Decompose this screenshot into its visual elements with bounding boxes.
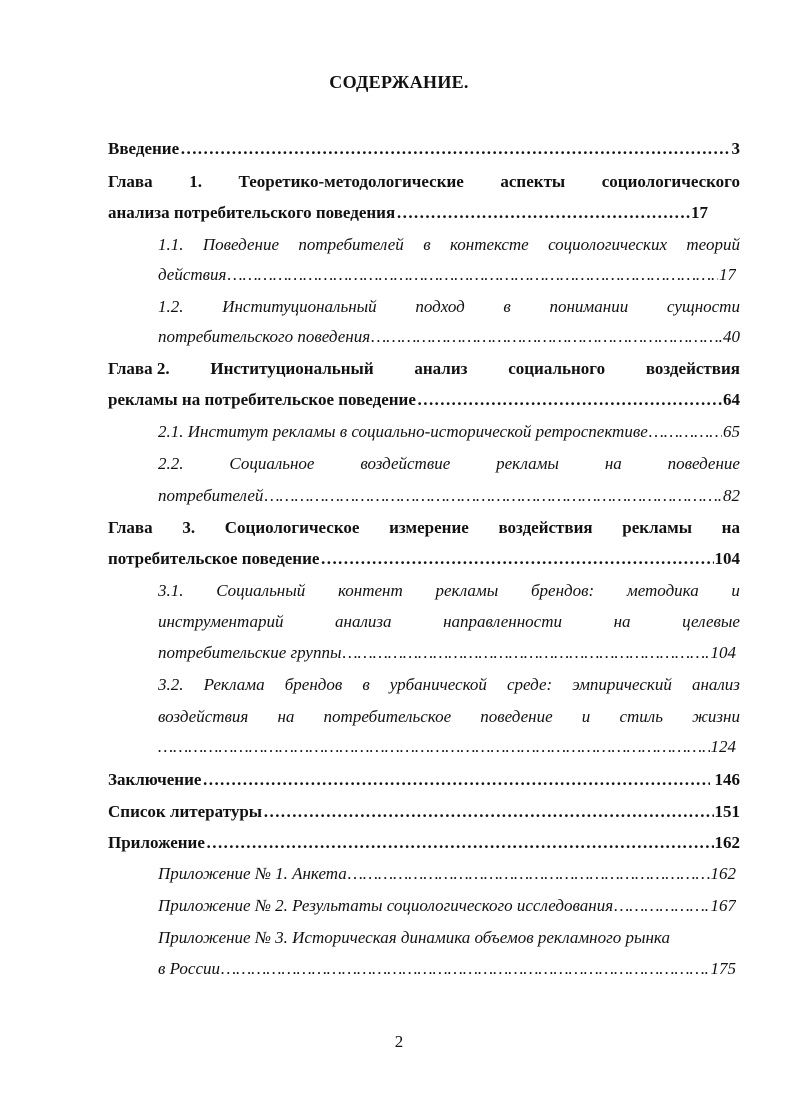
toc-page: 104 bbox=[714, 549, 740, 568]
toc-entry-s22-line1[interactable] bbox=[158, 452, 740, 476]
toc-entry-s32-line1[interactable] bbox=[158, 673, 740, 697]
toc-page: 104 bbox=[710, 643, 736, 662]
toc-label: действия bbox=[158, 265, 227, 284]
toc-word: понимании bbox=[549, 297, 629, 316]
toc-entry-s12-line1[interactable] bbox=[158, 295, 740, 319]
toc-word: Реклама bbox=[203, 675, 265, 694]
toc-label: потребительские группы bbox=[158, 643, 342, 662]
toc-leader bbox=[342, 641, 709, 665]
toc-word: брендов bbox=[284, 675, 343, 694]
toc-word: анализ bbox=[414, 359, 468, 378]
toc-label: анализа потребительского поведения bbox=[108, 203, 396, 222]
toc-word: воздействие bbox=[360, 454, 451, 473]
toc-label: Приложение bbox=[108, 833, 205, 852]
toc-leader bbox=[371, 325, 722, 349]
toc-word: рекламы bbox=[496, 454, 559, 473]
toc-page: 162 bbox=[714, 833, 740, 852]
toc-word: контент bbox=[337, 581, 403, 600]
toc-leader bbox=[263, 800, 713, 824]
toc-word: инструментарий bbox=[158, 612, 284, 631]
toc-word: брендов: bbox=[530, 581, 595, 600]
toc-entry-ch3-line2[interactable] bbox=[108, 547, 740, 571]
toc-word: в bbox=[362, 675, 370, 694]
toc-entry-app1[interactable] bbox=[158, 862, 736, 886]
toc-entry-appendix[interactable] bbox=[108, 831, 740, 855]
toc-entry-s32-line2[interactable] bbox=[158, 705, 740, 729]
toc-word: в bbox=[503, 297, 511, 316]
toc-leader bbox=[206, 831, 714, 855]
toc-entry-app3-line1[interactable] bbox=[158, 926, 740, 950]
toc-label: Введение bbox=[108, 139, 180, 158]
toc-word: на bbox=[604, 454, 622, 473]
toc-leader bbox=[221, 957, 710, 981]
toc-word: социального bbox=[508, 359, 606, 378]
toc-entry-s32-line3[interactable] bbox=[158, 735, 736, 759]
toc-page: 162 bbox=[710, 864, 736, 883]
toc-word: 3. bbox=[182, 518, 196, 537]
toc-word: воздействия bbox=[498, 518, 593, 537]
toc-word: контексте bbox=[449, 235, 529, 254]
toc-entry-ch1-line2[interactable] bbox=[108, 201, 708, 225]
toc-page: 82 bbox=[723, 486, 740, 505]
toc-label: потребительского поведения bbox=[158, 327, 371, 346]
toc-word: рекламы bbox=[435, 581, 499, 600]
toc-leader bbox=[614, 894, 709, 918]
toc-entry-s11-line2[interactable] bbox=[158, 263, 736, 287]
toc-word: анализ bbox=[691, 675, 740, 694]
toc-page: 151 bbox=[714, 802, 740, 821]
toc-word: теорий bbox=[686, 235, 740, 254]
toc-word: Социальное bbox=[229, 454, 315, 473]
toc-entry-s12-line2[interactable] bbox=[158, 325, 740, 349]
toc-word: стиль bbox=[619, 707, 663, 726]
page-title: СОДЕРЖАНИЕ. bbox=[329, 72, 469, 92]
toc-word: 3.1. bbox=[158, 581, 184, 600]
toc-word: целевые bbox=[682, 612, 740, 631]
toc-label: Приложение № 1. Анкета bbox=[158, 864, 347, 883]
toc-leader bbox=[202, 768, 709, 792]
toc-entry-app2[interactable] bbox=[158, 894, 736, 918]
toc-word: на bbox=[613, 612, 631, 631]
toc-entry-conclusion[interactable] bbox=[108, 768, 740, 792]
toc-entry-intro[interactable] bbox=[108, 137, 740, 161]
toc-word: и bbox=[731, 581, 740, 600]
toc-word: в bbox=[423, 235, 431, 254]
toc-word: измерение bbox=[389, 518, 469, 537]
toc-page: 124 bbox=[710, 737, 736, 756]
toc-entry-app3-line2[interactable] bbox=[158, 957, 736, 981]
toc-page: 3 bbox=[731, 139, 740, 158]
toc-leader bbox=[180, 137, 730, 161]
toc-entry-s31-line1[interactable] bbox=[158, 579, 740, 603]
toc-leader bbox=[158, 735, 710, 759]
toc-leader bbox=[396, 201, 690, 225]
toc-word: направленности bbox=[443, 612, 562, 631]
toc-word: Институциональный bbox=[210, 359, 374, 378]
toc-label: Заключение bbox=[108, 770, 202, 789]
toc-word: 1. bbox=[189, 172, 202, 191]
toc-word: Глава bbox=[108, 518, 153, 537]
toc-word: анализа bbox=[335, 612, 392, 631]
toc-entry-ch3-line1[interactable] bbox=[108, 516, 740, 540]
toc-word: Институциональный bbox=[222, 297, 377, 316]
toc-label: рекламы на потребительское поведение bbox=[108, 390, 416, 409]
toc-word: жизни bbox=[692, 707, 740, 726]
toc-entry-s31-line3[interactable] bbox=[158, 641, 736, 665]
toc-page: 64 bbox=[723, 390, 740, 409]
toc-page: 175 bbox=[710, 959, 736, 978]
toc-label: в России bbox=[158, 959, 220, 978]
toc-word: социологического bbox=[601, 172, 740, 191]
toc-word: Глава 2. bbox=[108, 359, 170, 378]
toc-word: воздействия bbox=[158, 707, 249, 726]
toc-entry-ch2-line1[interactable] bbox=[108, 357, 740, 381]
toc-page: 146 bbox=[714, 770, 740, 789]
toc-word: подход bbox=[415, 297, 465, 316]
toc-word: социологических bbox=[548, 235, 667, 254]
toc-word: на bbox=[721, 518, 740, 537]
toc-page: 40 bbox=[723, 327, 740, 346]
toc-entry-ch2-line2[interactable] bbox=[108, 388, 740, 412]
toc-entry-s22-line2[interactable] bbox=[158, 484, 740, 508]
toc-word: Поведение bbox=[202, 235, 279, 254]
toc-label: потребителей bbox=[158, 486, 264, 505]
toc-label: Приложение № 3. Историческая динамика объемов рекламного рынка bbox=[158, 928, 670, 947]
toc-word: сущности bbox=[666, 297, 740, 316]
toc-leader bbox=[649, 420, 722, 444]
toc-label: потребительское поведение bbox=[108, 549, 320, 568]
page-number: 2 bbox=[394, 1032, 404, 1051]
toc-word: потребительское bbox=[323, 707, 452, 726]
toc-word: и bbox=[581, 707, 591, 726]
toc-word: поведение bbox=[667, 454, 740, 473]
toc-page: 65 bbox=[723, 422, 740, 441]
toc-word: рекламы bbox=[622, 518, 692, 537]
toc-word: 3.2. bbox=[158, 675, 184, 694]
toc-entry-ch1-line1[interactable] bbox=[108, 170, 740, 194]
toc-word: потребителей bbox=[298, 235, 404, 254]
toc-leader bbox=[348, 862, 710, 886]
toc-word: аспекты bbox=[500, 172, 566, 191]
toc-word: 2.2. bbox=[158, 454, 184, 473]
toc-entry-s31-line2[interactable] bbox=[158, 610, 740, 634]
toc-label: Список литературы bbox=[108, 802, 263, 821]
toc-word: на bbox=[277, 707, 295, 726]
toc-word: 1.2. bbox=[158, 297, 184, 316]
toc-word: среде: bbox=[506, 675, 553, 694]
toc-entry-s11-line1[interactable] bbox=[158, 233, 740, 257]
toc-label: 2.1. Институт рекламы в социально-исторической ретроспективе bbox=[158, 422, 648, 441]
toc-word: воздействия bbox=[645, 359, 740, 378]
toc-leader bbox=[417, 388, 722, 412]
toc-word: 1.1. bbox=[158, 235, 184, 254]
toc-word: эмпирический bbox=[572, 675, 672, 694]
toc-entry-bibliography[interactable] bbox=[108, 800, 740, 824]
toc-leader bbox=[320, 547, 713, 571]
toc-page: 17 bbox=[691, 203, 708, 222]
toc-leader bbox=[227, 263, 718, 287]
toc-word: Социологическое bbox=[224, 518, 360, 537]
toc-label: Приложение № 2. Результаты социологического исследования bbox=[158, 896, 614, 915]
toc-word: Глава bbox=[108, 172, 153, 191]
toc-page: 17 bbox=[719, 265, 736, 284]
toc-word: Теоретико-методологические bbox=[238, 172, 464, 191]
toc-page: 167 bbox=[710, 896, 736, 915]
toc-leader bbox=[264, 484, 722, 508]
toc-word: урбанической bbox=[389, 675, 487, 694]
toc-word: Социальный bbox=[216, 581, 306, 600]
toc-word: методика bbox=[626, 581, 699, 600]
toc-word: поведение bbox=[480, 707, 553, 726]
toc-entry-s21[interactable] bbox=[158, 420, 740, 444]
